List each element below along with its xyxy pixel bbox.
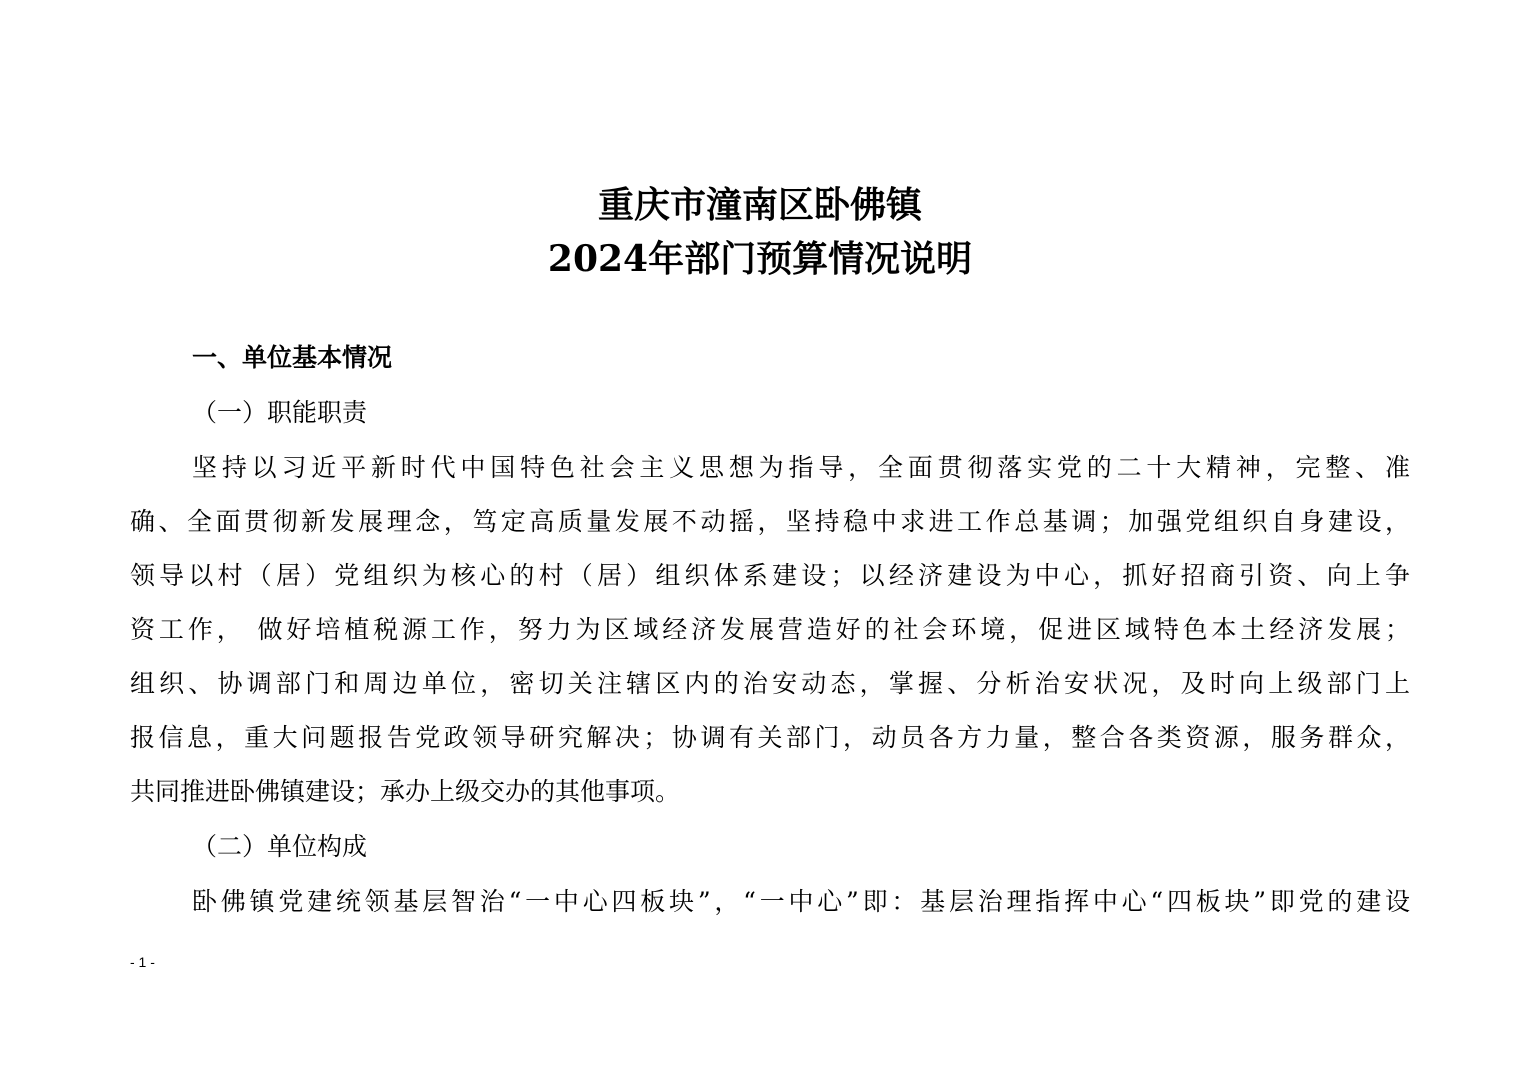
paragraph-functions-line: 组织、协调部门和周边单位，密切关注辖区内的治安动态，掌握、分析治安状况，及时向上级部门上 [130, 669, 1410, 698]
paragraph-functions-line: 确、全面贯彻新发展理念，笃定高质量发展不动摇，坚持稳中求进工作总基调；加强党组织自身建设， [130, 507, 1410, 536]
subsection-heading-functions: （一）职能职责 [192, 398, 368, 427]
paragraph-functions-line: 坚持以习近平新时代中国特色社会主义思想为指导，全面贯彻落实党的二十大精神，完整、准 [192, 453, 1410, 482]
subsection-heading-composition: （二）单位构成 [192, 832, 368, 861]
paragraph-functions-line: 报信息，重大问题报告党政领导研究解决；协调有关部门，动员各方力量，整合各类资源，服务群众， [130, 723, 1410, 752]
page-number: - 1 - [130, 954, 155, 970]
section-heading-basic-info: 一、单位基本情况 [192, 343, 393, 372]
paragraph-functions-line: 资工作， 做好培植税源工作，努力为区域经济发展营造好的社会环境，促进区域特色本土经济发展； [130, 615, 1410, 644]
title-line-organization: 重庆市潼南区卧佛镇 [597, 184, 922, 226]
paragraph-composition-line: 卧佛镇党建统领基层智治“一中心四板块”，“一中心”即：基层治理指挥中心“四板块”即党的建设 [192, 887, 1410, 916]
paragraph-functions-line: 领导以村（居）党组织为核心的村（居）组织体系建设；以经济建设为中心，抓好招商引资、向上争 [130, 561, 1410, 590]
document-title [0, 178, 1520, 286]
title-line-budget: 2024年部门预算情况说明 [547, 238, 973, 280]
paragraph-functions-line: 共同推进卧佛镇建设；承办上级交办的其他事项。 [130, 777, 681, 806]
